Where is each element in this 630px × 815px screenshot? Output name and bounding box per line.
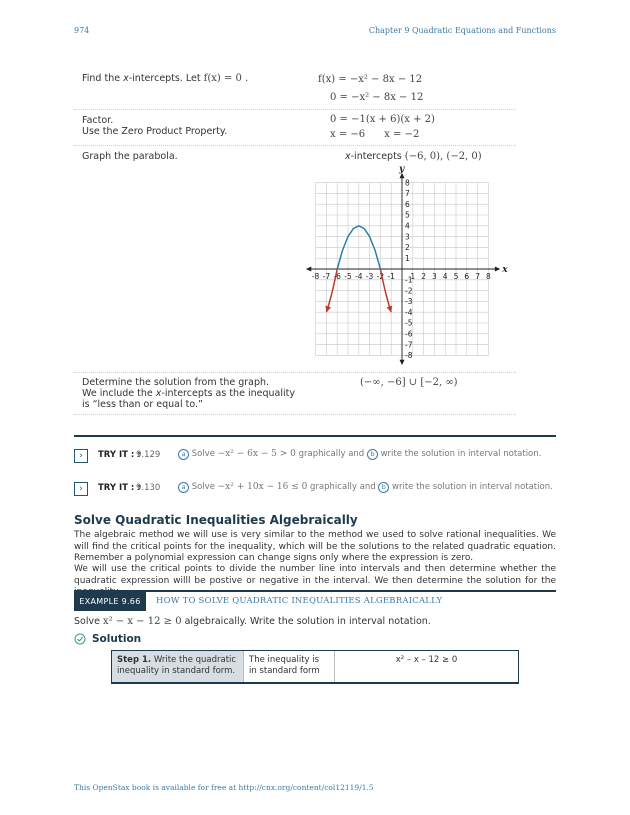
row-divider: [74, 109, 516, 110]
y-tick-label: -1: [405, 275, 413, 285]
row1-left: Find the x-intercepts. Let f(x) = 0 .: [82, 73, 249, 84]
y-tick-label: -6: [405, 329, 413, 339]
row2-equation-2: x = −6 x = −2: [330, 129, 420, 140]
x-tick-label: -8: [311, 272, 320, 281]
row1-equation-1: f(x) = −x² − 8x − 12: [318, 74, 423, 85]
page-number: 974: [74, 26, 90, 35]
example-header: [74, 590, 556, 611]
x-tick-label: -4: [355, 272, 363, 281]
x-tick-label: 5: [453, 272, 459, 281]
x-tick-label: 8: [486, 272, 491, 281]
y-tick-label: -7: [405, 340, 413, 350]
x-axis-label: x: [502, 265, 508, 275]
try-it-divider: [74, 435, 556, 437]
try-it-text: a Solve −x² + 10x − 16 ≤ 0 graphically and b write the solution in interval notation.: [178, 482, 553, 493]
row2-equation-1: 0 = −1(x + 6)(x + 2): [330, 114, 435, 125]
row2-left-2: Use the Zero Product Property.: [82, 126, 228, 137]
y-tick-label: 4: [405, 221, 410, 231]
try-it-number: 9.130: [136, 483, 161, 493]
row4-left-2: We include the x-intercepts as the inequality: [82, 388, 295, 399]
row4-solution: (−∞, −6] ∪ [−2, ∞): [360, 377, 458, 388]
y-tick-label: 7: [405, 189, 410, 199]
y-tick-label: -4: [405, 307, 413, 317]
row-divider: [74, 414, 516, 415]
row2-left-1: Factor.: [82, 115, 114, 126]
y-tick-label: 6: [405, 199, 410, 209]
x-tick-label: -5: [344, 272, 352, 281]
footer-note: This OpenStax book is available for free at http://cnx.org/content/col12119/1.5: [74, 783, 374, 792]
try-it-9-129: [74, 449, 556, 463]
section-paragraph-2: We will use the critical points to divide the number line into intervals and then determine whether the quadratic expression willl be postive or negative in the interval. We then determine the solution for the: [74, 564, 556, 586]
section-title: Solve Quadratic Inequalities Algebraically: [74, 513, 358, 527]
y-tick-label: -5: [405, 318, 413, 328]
y-tick-label: 1: [405, 253, 410, 263]
y-tick-label: -8: [405, 351, 413, 361]
y-tick-label: 2: [405, 243, 410, 253]
x-axis-arrow: [306, 267, 311, 272]
chapter-title: Chapter 9 Quadratic Equations and Functions: [368, 26, 556, 35]
step-table: [111, 650, 519, 684]
x-tick-label: 1: [410, 272, 416, 281]
x-tick-label: -2: [376, 272, 385, 281]
step-expression: x² – x – 12 ≥ 0: [395, 655, 458, 665]
y-axis-label: y: [399, 164, 405, 175]
x-tick-label: -3: [365, 272, 374, 281]
example-label: EXAMPLE 9.66: [74, 592, 146, 611]
y-tick-label: -3: [405, 297, 413, 307]
row-divider: [74, 372, 516, 373]
row-divider: [74, 145, 516, 146]
y-tick-label: 3: [405, 232, 410, 242]
row1-equation-2: 0 = −x² − 8x − 12: [330, 92, 424, 103]
try-it-text: a Solve −x² − 6x − 5 > 0 graphically and b write the solution in interval notation.: [178, 449, 541, 460]
x-tick-label: 7: [475, 272, 480, 281]
row3-intercepts: x-intercepts (−6, 0), (−2, 0): [345, 151, 482, 162]
step-cell: Step 1. Write the quadratic inequality in standard form.: [112, 651, 243, 682]
x-tick-label: 2: [421, 272, 426, 281]
example-title: HOW TO SOLVE QUADRATIC INEQUALITIES ALGEBRAICALLY: [156, 596, 443, 606]
section-paragraph-1: The algebraic method we will use is very similar to the method we used to solve rational inequalities. We will find the critical points for the inequality, which will be the solutions to the related quadratic equation. Remember a polynomial expression can change signs only where the expression is zero.: [74, 530, 556, 563]
expand-arrow-icon[interactable]: ›: [74, 482, 88, 496]
marker-a-icon: a: [178, 449, 189, 460]
x-tick-label: -1: [387, 272, 395, 281]
row4-left-3: is “less than or equal to.”: [82, 399, 203, 410]
try-it-number: 9.129: [136, 450, 161, 460]
y-axis-arrow: [400, 360, 405, 365]
solution-check-icon: [74, 633, 86, 645]
marker-a-icon: a: [178, 482, 189, 493]
x-axis-arrow: [495, 267, 500, 272]
marker-b-icon: b: [367, 449, 378, 460]
x-tick-label: -7: [322, 272, 331, 281]
x-tick-label: 3: [432, 272, 437, 281]
y-tick-label: -2: [405, 286, 413, 296]
row4-left-1: Determine the solution from the graph.: [82, 377, 270, 388]
row3-left: Graph the parabola.: [82, 151, 178, 162]
x-tick-label: 4: [442, 272, 448, 281]
x-tick-label: -6: [333, 272, 341, 281]
graph-axes: [306, 173, 500, 365]
try-it-label: TRY IT : :: [98, 483, 141, 493]
expand-arrow-icon[interactable]: ›: [74, 449, 88, 463]
solution-label: Solution: [92, 633, 142, 645]
step-explanation: The inequality is in standard form: [243, 651, 335, 682]
parabola-graph: [305, 162, 515, 367]
try-it-label: TRY IT : :: [98, 450, 141, 460]
y-tick-label: 8: [405, 178, 410, 188]
y-tick-label: 5: [405, 210, 410, 220]
example-prompt: Solve x² − x − 12 ≥ 0 algebraically. Write the solution in interval notation.: [74, 616, 431, 627]
x-tick-label: 6: [464, 272, 470, 281]
try-it-9-130: [74, 482, 556, 496]
marker-b-icon: b: [378, 482, 389, 493]
